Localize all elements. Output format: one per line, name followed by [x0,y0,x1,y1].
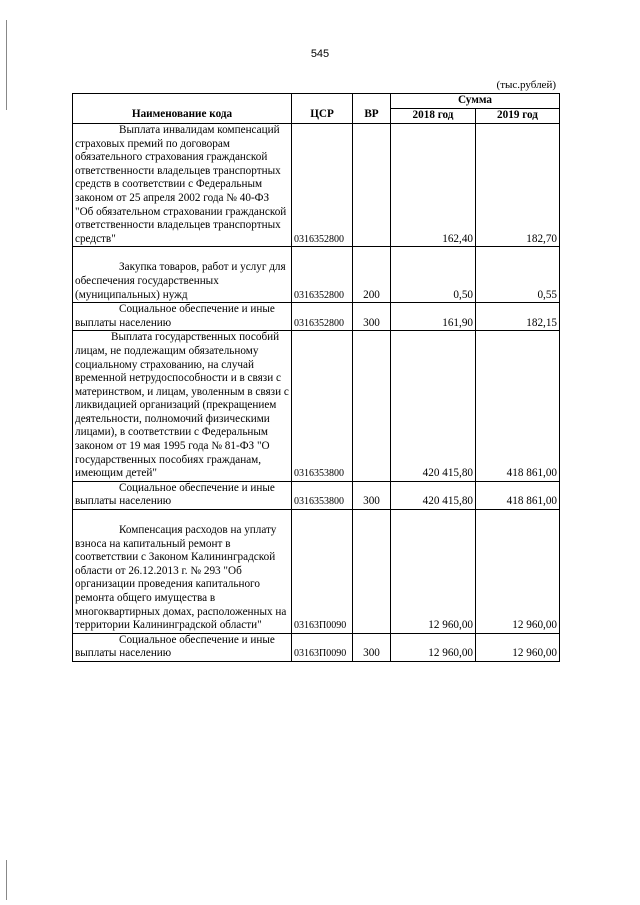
header-year-2018: 2018 год [391,109,476,124]
row-sum-2019: 12 960,00 [476,510,560,634]
row-vr [353,124,391,247]
header-sum: Сумма [391,94,560,109]
table-row [73,303,560,331]
row-name: Компенсация расходов на уплату взноса на капитальный ремонт в соответствии с Законом Калининградской области от 26.12.2013 г. № 293 "Об организации проведения капитального ремонта общего имущества в многоквартирных домах, расположенных на территории Калининградской области" [73,510,292,634]
row-name: Закупка товаров, работ и услуг для обеспечения государственных (муниципальных) нужд [73,247,292,303]
row-csr: 0316353800 [292,331,353,482]
row-vr: 200 [353,247,391,303]
table-row [73,633,560,661]
row-sum-2018: 12 960,00 [391,633,476,661]
units-label: (тыс.рублей) [496,79,556,91]
row-vr [353,510,391,634]
row-csr: 0316352800 [292,303,353,331]
row-sum-2018: 162,40 [391,124,476,247]
row-sum-2019: 418 861,00 [476,481,560,509]
row-vr: 300 [353,481,391,509]
header-csr: ЦСР [292,94,353,124]
row-name: Социальное обеспечение и иные выплаты населению [73,303,292,331]
row-vr: 300 [353,303,391,331]
table-row [73,124,560,247]
row-sum-2019: 182,70 [476,124,560,247]
header-year-2019: 2019 год [476,109,560,124]
row-name: Выплата инвалидам компенсаций страховых премий по договорам обязательного страхования гражданской ответственности владельцев транспортных средств в соответствии с Федеральным законом от 25 апреля 2002 года № 40-ФЗ "Об обязательном страховании гражданской ответственности владельцев транспортных средств" [73,124,292,247]
row-csr: 03163П0090 [292,510,353,634]
row-sum-2018: 0,50 [391,247,476,303]
row-sum-2019: 182,15 [476,303,560,331]
table-row [73,510,560,634]
row-csr: 03163П0090 [292,633,353,661]
table-row [73,331,560,482]
row-csr: 0316352800 [292,124,353,247]
row-name: Выплата государственных пособий лицам, не подлежащим обязательному социальному страхованию, на случай временной нетрудоспособности и в связи с материнством, и лицам, уволенным в связи с ликвидацией организаций (прекращением деятельности, полномочий физическими лицами), в соответствии с Федеральным законом от 19 мая 1995 года № 81-ФЗ "О государственных пособиях гражданам, имеющим детей" [73,331,292,482]
table-row [73,247,560,303]
scan-edge-mark [6,860,7,900]
row-name: Социальное обеспечение и иные выплаты населению [73,633,292,661]
scan-edge-mark [6,20,7,110]
row-vr: 300 [353,633,391,661]
header-vr: ВР [353,94,391,124]
row-sum-2019: 12 960,00 [476,633,560,661]
row-sum-2019: 0,55 [476,247,560,303]
page-number: 545 [310,48,330,60]
row-sum-2018: 12 960,00 [391,510,476,634]
table-row [73,481,560,509]
row-sum-2018: 161,90 [391,303,476,331]
row-sum-2018: 420 415,80 [391,331,476,482]
row-vr [353,331,391,482]
budget-table [72,93,560,662]
row-sum-2018: 420 415,80 [391,481,476,509]
row-sum-2019: 418 861,00 [476,331,560,482]
header-name: Наименование кода [73,94,292,124]
row-csr: 0316353800 [292,481,353,509]
row-name: Социальное обеспечение и иные выплаты населению [73,481,292,509]
row-csr: 0316352800 [292,247,353,303]
